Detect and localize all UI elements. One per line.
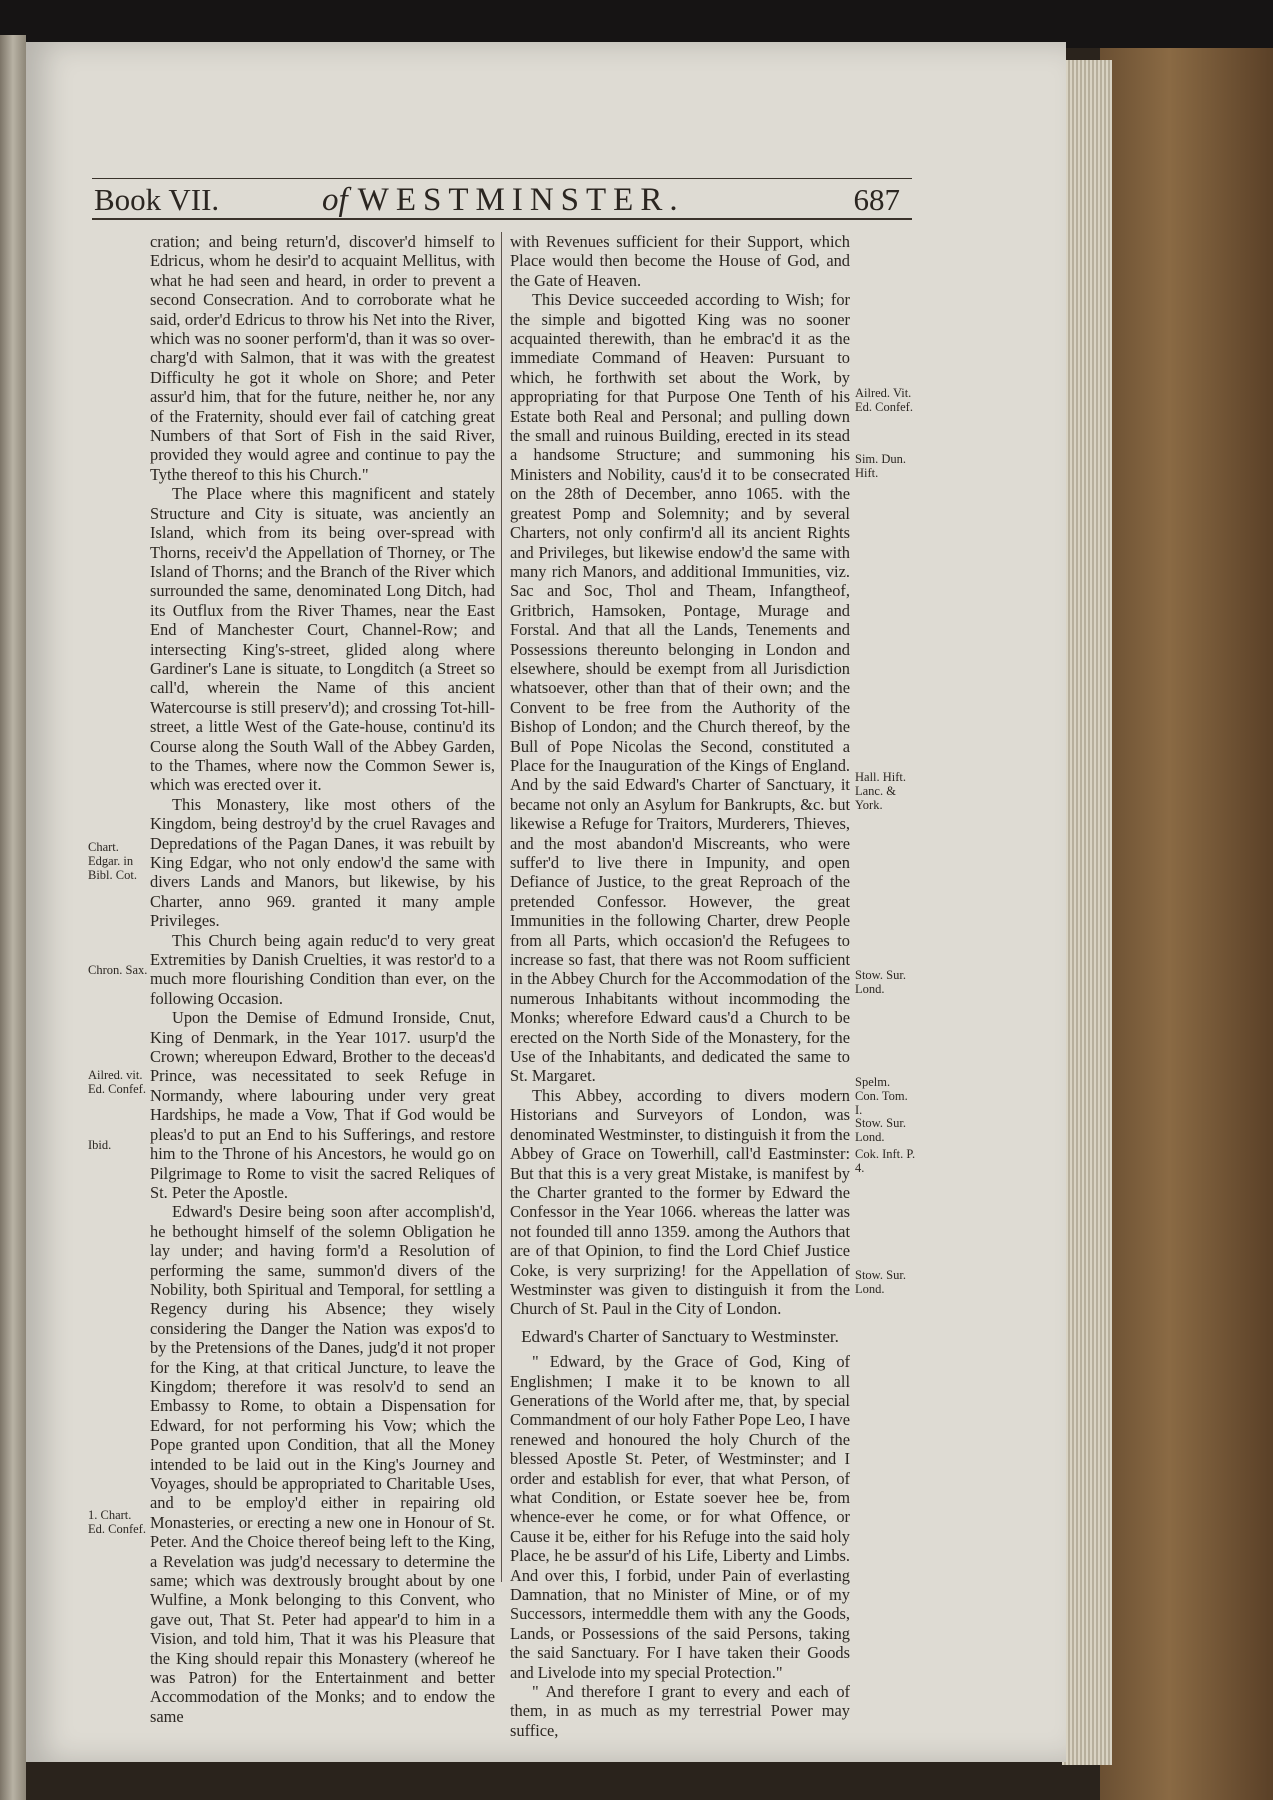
- margin-note: Sim. Dun. Hift.: [855, 452, 907, 480]
- page-title: [322, 182, 685, 219]
- paragraph: Upon the Demise of Edmund Ironside, Cnut, King of Denmark, in the Year 1017. usurp'd the Crown; whereupon Edward, Brother to the deceas'd Prince, was necessitated to seek Refuge in Normandy, where labouring under very great Hardships, he made a Vow, That if God would be pleas'd to put an End to his Sufferings, and restore him to the Throne of his Ancestors, he would go on Pilgrimage to Rome to visit the sacred Reliques of St. Peter the Apostle.: [150, 1008, 495, 1202]
- margin-note: Spelm. Con. Tom. I.: [855, 1075, 908, 1117]
- paragraph: This Monastery, like most others of the Kingdom, being destroy'd by the cruel Ravages and Depredations of the Pagan Danes, it was rebuilt by King Edgar, who not only endow'd the same with divers Lands and Manors, but likewise, by his Charter, anno 969. granted it many ample Privileges.: [150, 794, 495, 931]
- margin-note: Chart. Edgar. in Bibl. Cot.: [88, 840, 137, 882]
- title-main: WESTMINSTER.: [357, 182, 685, 218]
- paragraph: This Abbey, according to divers modern Historians and Surveyors of London, was denominated Westminster, to distinguish it from the Abbey of Grace on Towerhill, call'd Eastminster: But that this is a very great Mistake, is manifest by the Charter granted to the former by Edward the Confessor in the Year 1066. whereas the latter was not founded till anno 1359. among the Authors that are of that Opinion, to find the Lord Chief Justice Coke, is very surprizing! for the Appellation of Westminster was given to distinguish it from the Church of St. Paul in the City of London.: [510, 1085, 850, 1319]
- left-page-edge: [0, 35, 26, 1800]
- margin-note: Chron. Sax.: [88, 963, 148, 977]
- running-header: [92, 178, 912, 220]
- page-number: 687: [853, 182, 900, 217]
- margin-note: Stow. Sur. Lond.: [855, 1116, 906, 1144]
- margin-note: Stow. Sur. Lond.: [855, 1268, 906, 1296]
- margin-note: Cok. Inft. P. 4.: [855, 1147, 916, 1175]
- paragraph: " Edward, by the Grace of God, King of Englishmen; I make it to be known to all Generations of the World after me, that, by special Commandment of our holy Father Pope Leo, I have renewed and honoured the holy Church of the blessed Apostle St. Peter, of Westminster; and I order and establish for ever, that what Person, of what Condition, or Estate soever hee be, from whence-ever he come, or for what Offence, or Cause it be, either for his Refuge into the said holy Place, he be assur'd of his Life, Liberty and Limbs. And over this, I forbid, under Pain of everlasting Damnation, that no Minister of Mine, or of my Successors, intermeddle them with any the Goods, Lands, or Possessions of the said Persons, taking the said Sanctuary. For I have taken their Goods and Livelode into my special Protection.": [510, 1352, 850, 1682]
- book-label: Book VII.: [94, 182, 220, 217]
- margin-note: Ailred. vit. Ed. Confef.: [88, 1068, 146, 1096]
- paragraph: Edward's Desire being soon after accomplish'd, he bethought himself of the solemn Obligation he lay under; and having form'd a Resolution of performing the same, summon'd divers of the Nobility, both Spiritual and Temporal, for settling a Regency during his Absence; they wisely considering the Danger the Nation was expos'd to by the Pretensions of the Danes, judg'd it not proper for the King, at that critical Juncture, to leave the Kingdom; therefore it was resolv'd to send an Embassy to Rome, to obtain a Dispensation for Edward, for not performing his Vow; which the Pope granted upon Condition, that all the Money intended to be laid out in the King's Journey and Voyages, should be appropriated to Charitable Uses, and to be employ'd either in repairing old Monasteries, or erecting a new one in Honour of St. Peter. And the Choice thereof being left to the King, a Revelation was judg'd necessary to determine the same; which was dextrously brought about by one Wulfine, a Monk belonging to this Convent, who gave out, That St. Peter had appear'd to him in a Vision, and told him, That it was his Pleasure that the King should repair this Monastery (whereof he was Patron) for the Entertainment and better Accommodation of the Monks; and to endow the same: [150, 1202, 495, 1726]
- margin-note: 1. Chart. Ed. Confef.: [88, 1508, 146, 1536]
- paragraph: The Place where this magnificent and stately Structure and City is situate, was anciently an Island, which from its being over-spread with Thorns, receiv'd the Appellation of Thorney, or The Island of Thorns; and the Branch of the River which surrounded the same, denominated Long Ditch, had its Outflux from the River Thames, near the East End of Manchester Court, Channel-Row; and intersecting King's-street, glided along where Gardiner's Lane is situate, to Longditch (a Street so call'd, wherein the Name of this ancient Watercourse is still preserv'd); and crossing Tot-hill-street, a little West of the Gate-house, continu'd its Course along the South Wall of the Abbey Garden, to the Thames, where now the Common Sewer is, which was erected over it.: [150, 484, 495, 795]
- margin-note: Hall. Hift. Lanc. & York.: [855, 770, 907, 812]
- left-column: [150, 232, 495, 1726]
- margin-note: Ailred. Vit. Ed. Confef.: [855, 386, 913, 414]
- leather-cover: [1100, 48, 1273, 1800]
- binding-top: [0, 0, 1273, 48]
- header-rule-bottom: [92, 218, 912, 220]
- right-column: [510, 232, 850, 1740]
- page-edges: [1062, 60, 1112, 1765]
- paragraph: cration; and being return'd, discover'd himself to Edricus, whom he desir'd to acquaint Mellitus, with what he had seen and heard, in order to prevent a second Consecration. And to corroborate what he said, order'd Edricus to throw his Net into the River, which was no sooner perform'd, than it was so over-charg'd with Salmon, that it was with the greatest Difficulty he got it whole on Shore; and Peter assur'd him, that for the future, neither he, nor any of the Fraternity, should ever fail of catching great Numbers of that Sort of Fish in the said River, provided they would agree and continue to pay the Tythe thereof to this his Church.": [150, 232, 495, 484]
- margin-note: Stow. Sur. Lond.: [855, 968, 906, 996]
- paragraph: with Revenues sufficient for their Support, which Place would then become the House of God, and the Gate of Heaven.: [510, 232, 850, 290]
- paragraph: " And therefore I grant to every and each of them, in as much as my terrestrial Power may suffice,: [510, 1682, 850, 1740]
- paragraph: This Church being again reduc'd to very great Extremities by Danish Cruelties, it was restor'd to a much more flourishing Condition than ever, on the following Occasion.: [150, 930, 495, 1008]
- paragraph: This Device succeeded according to Wish; for the simple and bigotted King was no sooner acquainted therewith, than he embrac'd it as the immediate Command of Heaven: Pursuant to which, he forthwith set about the Work, by appropriating for that Purpose One Tenth of his Estate both Real and Personal; and pulling down the small and ruinous Building, erected in its stead a handsome Structure; and summoning his Ministers and Nobility, caus'd it to be consecrated on the 28th of December, anno 1065. with the greatest Pomp and Solemnity; and by several Charters, not only confirm'd all its ancient Rights and Privileges, but likewise endow'd the same with many rich Manors, and additional Immunities, viz. Sac and Soc, Thol and Theam, Infangtheof, Gritbrich, Hamsoken, Pontage, Murage and Forstal. And that all the Lands, Tenements and Possessions thereunto belonging in London and elsewhere, should be exempt from all Jurisdiction whatsoever, other than that of their own; and the Convent to be free from the Authority of the Bishop of London; and the Church thereof, by the Bull of Pope Nicolas the Second, constituted a Place for the Inauguration of the Kings of England. And by the said Edward's Charter of Sanctuary, it became not only an Asylum for Bankrupts, &c. but likewise a Refuge for Traitors, Murderers, Thieves, and the most abandon'd Miscreants, who were suffer'd to live there in Impunity, and open Defiance of Justice, to the great Reproach of the pretended Confessor. However, the great Immunities in the following Charter, drew People from all Parts, which occasion'd the Refugees to increase so fast, that there was not Room sufficient in the Abbey Church for the Accommodation of the numerous Inhabitants without incommoding the Monks; wherefore Edward caus'd a Church to be erected on the North Side of the Monastery, for the Use of the Inhabitants, and dedicated the same to St. Margaret.: [510, 290, 850, 1086]
- header-rule-top: [92, 178, 912, 179]
- title-of: of: [322, 182, 348, 218]
- column-divider: [501, 232, 502, 1582]
- margin-note: Ibid.: [88, 1138, 112, 1152]
- section-heading: Edward's Charter of Sanctuary to Westminster.: [521, 1326, 839, 1346]
